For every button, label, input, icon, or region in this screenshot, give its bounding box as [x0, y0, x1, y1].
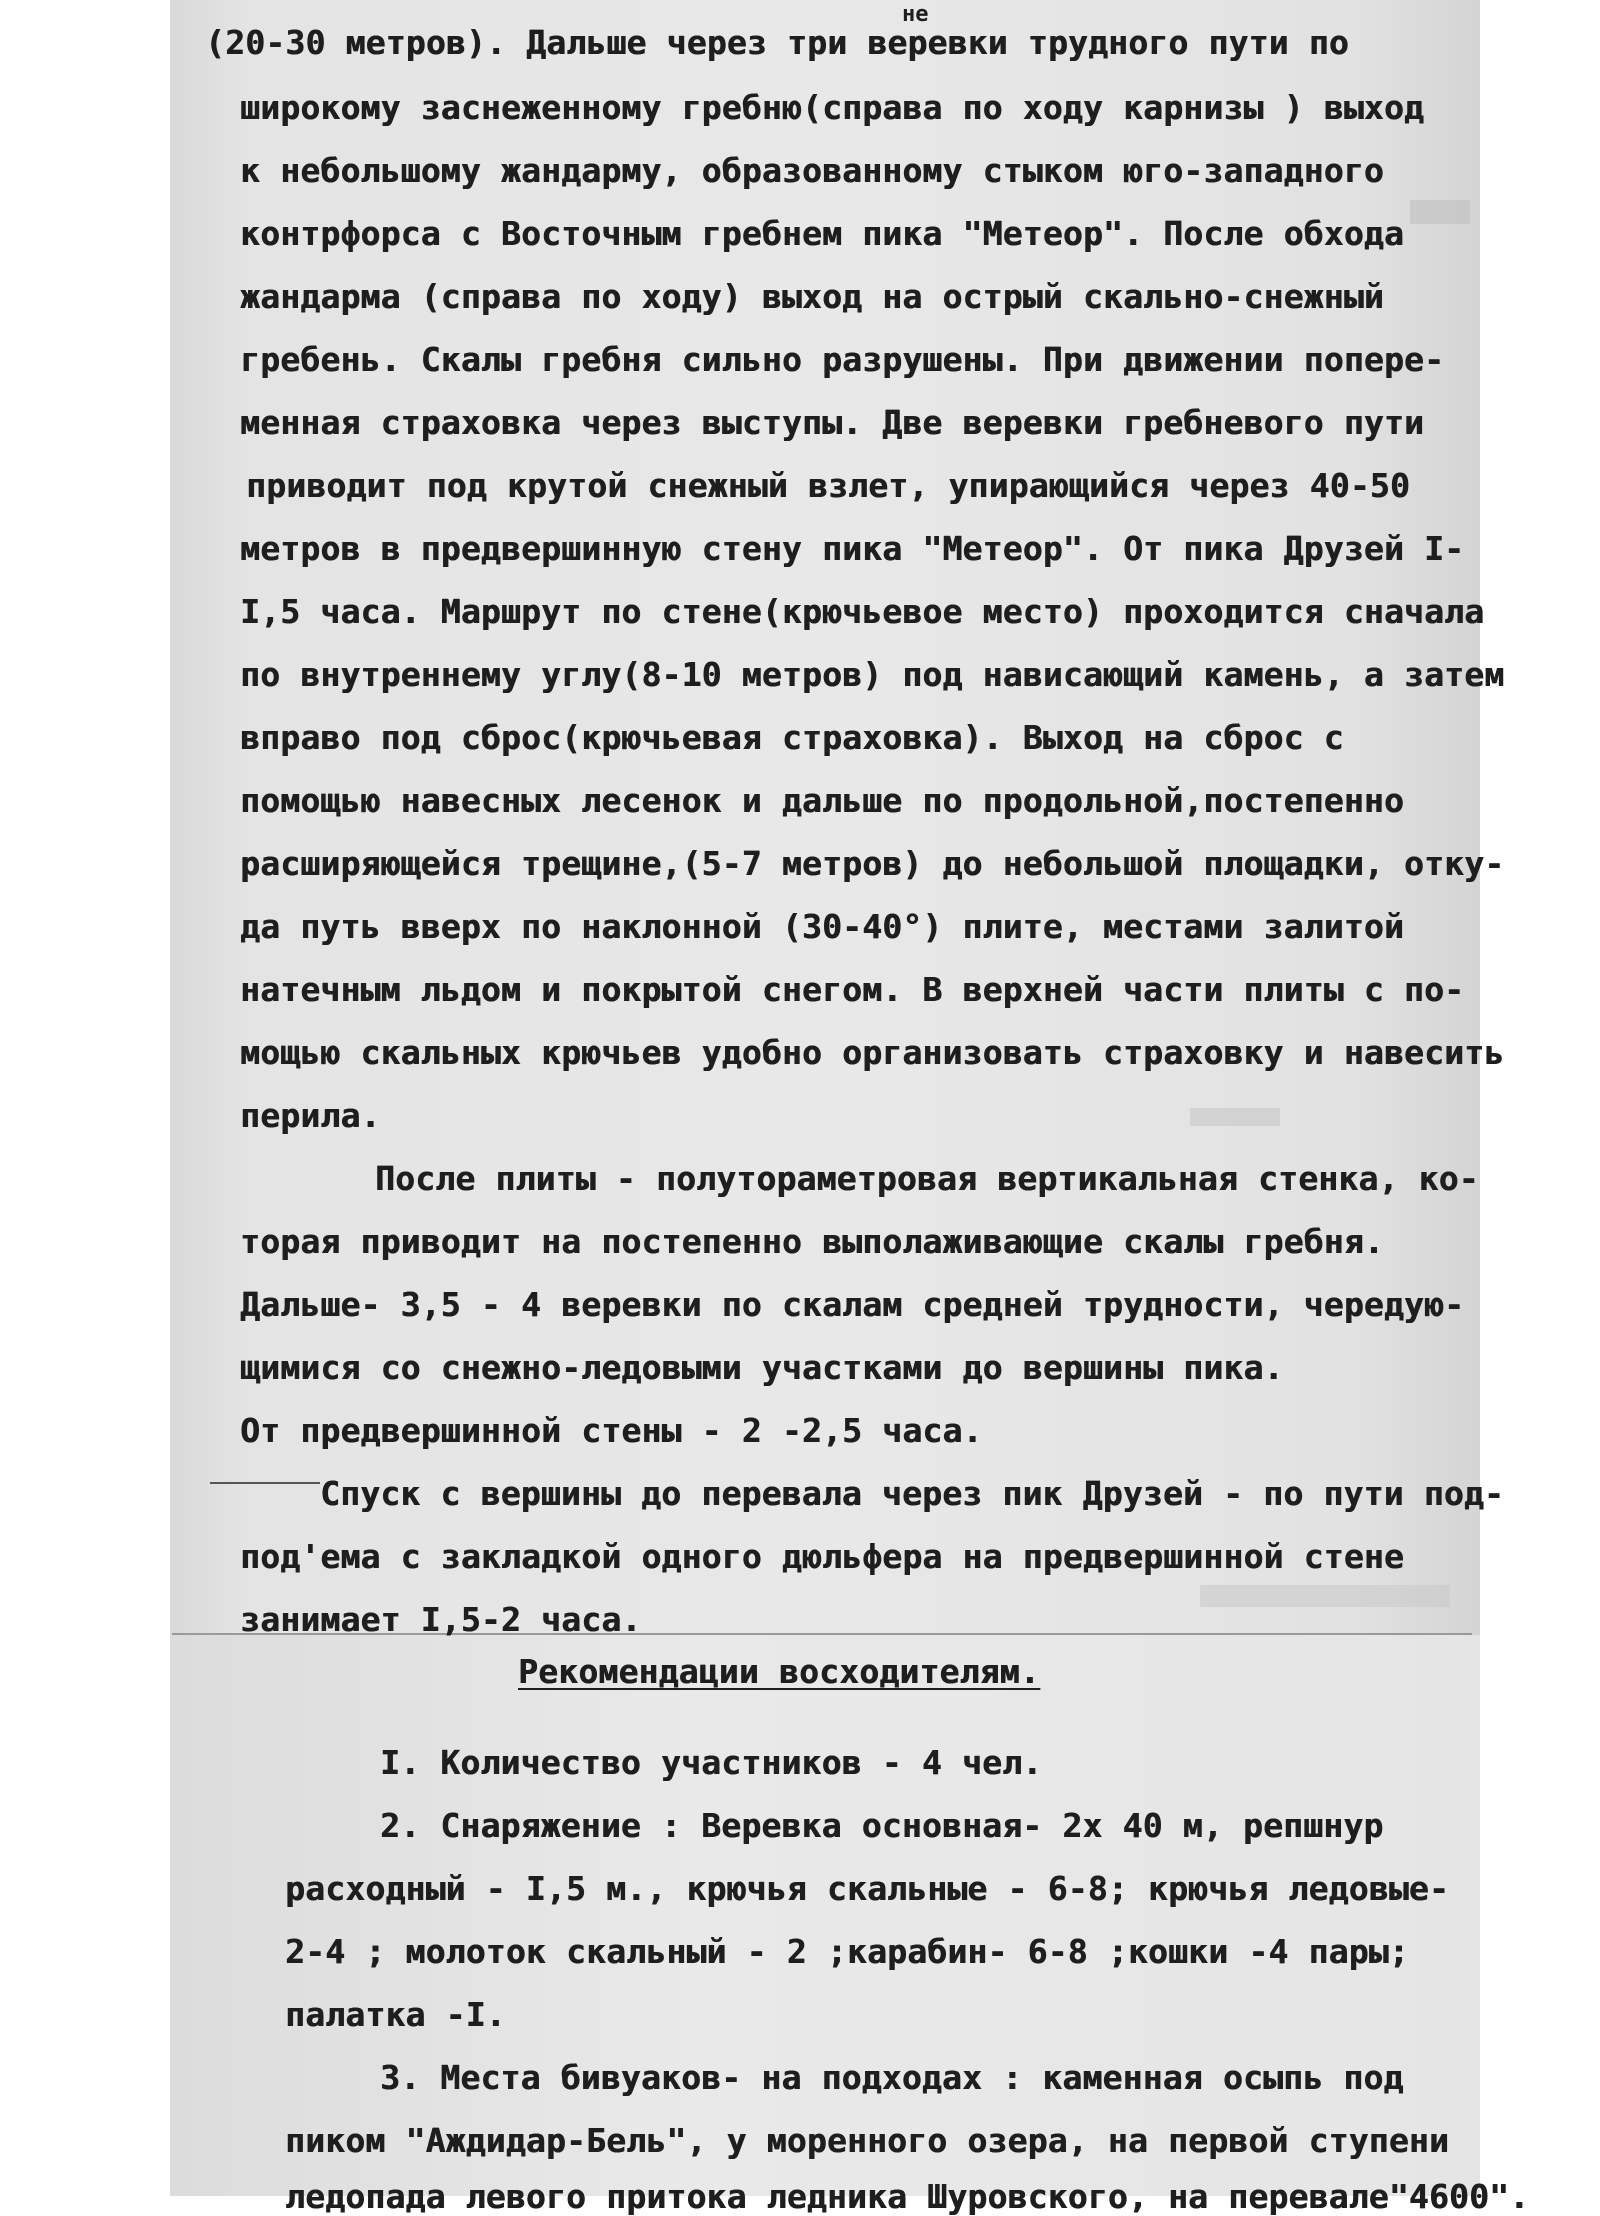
text-line: I,5 часа. Маршрут по стене(крючьевое место) проходится сначала — [240, 592, 1485, 631]
text-line: расширяющейся трещине,(5-7 метров) до небольшой площадки, отку- — [240, 844, 1505, 883]
text-line: Спуск с вершины до перевала через пик Друзей - по пути под- — [320, 1474, 1504, 1513]
text-line: торая приводит на постепенно выполаживающие скалы гребня. — [240, 1222, 1384, 1261]
recommendation-line: расходный - I,5 м., крючья скальные - 6-8; крючья ледовые- — [285, 1869, 1449, 1908]
bleed-through-mark — [1200, 1585, 1450, 1607]
text-line: по внутреннему углу(8-10 метров) под нависающий камень, а затем — [240, 655, 1505, 694]
text-line: щимися со снежно-ледовыми участками до вершины пика. — [240, 1348, 1284, 1387]
section-heading: Рекомендации восходителям. — [518, 1652, 1040, 1691]
text-line: метров в предвершинную стену пика "Метеор". От пика Друзей I- — [240, 529, 1465, 568]
bleed-through-mark — [1410, 200, 1470, 224]
text-line: мощью скальных крючьев удобно организовать страховку и навесить — [240, 1033, 1505, 1072]
text-line: После плиты - полутораметровая вертикальная стенка, ко- — [375, 1159, 1479, 1198]
recommendation-line: 2-4 ; молоток скальный - 2 ;карабин- 6-8 ;кошки -4 пары; — [285, 1932, 1409, 1971]
text-line: менная страховка через выступы. Две веревки гребневого пути — [240, 403, 1424, 442]
page-margin-left — [0, 0, 170, 2196]
text-line: широкому заснеженному гребню(справа по ходу карнизы ) выход — [240, 88, 1424, 127]
text-line: помощью навесных лесенок и дальше по продольной,постепенно — [240, 781, 1404, 820]
page-margin-right — [1480, 0, 1600, 2196]
text-line: (20-30 метров). Дальше через три веревки трудного пути по — [205, 23, 1349, 62]
text-line: занимает I,5-2 часа. — [240, 1600, 642, 1639]
text-line: гребень. Скалы гребня сильно разрушены. При движении попере- — [240, 340, 1445, 379]
recommendation-line: пиком "Аждидар-Бель", у моренного озера, на первой ступени — [285, 2121, 1449, 2160]
recommendation-line: 2. Снаряжение : Веревка основная- 2х 40 м, репшнур — [380, 1806, 1384, 1845]
bleed-through-mark — [1190, 1108, 1280, 1126]
text-line: к небольшому жандарму, образованному стыком юго-западного — [240, 151, 1384, 190]
handwritten-insert-note: не — [902, 2, 929, 27]
recommendation-line: палатка -I. — [285, 1995, 506, 2034]
text-line: жандарма (справа по ходу) выход на острый скально-снежный — [240, 277, 1384, 316]
text-line: под'ема с закладкой одного дюльфера на предвершинной стене — [240, 1537, 1404, 1576]
recommendation-line: 3. Места бивуаков- на подходах : каменная осыпь под — [380, 2058, 1404, 2097]
text-line: перила. — [240, 1096, 381, 1135]
text-line: контрфорса с Восточным гребнем пика "Метеор". После обхода — [240, 214, 1404, 253]
text-line: вправо под сброс(крючьевая страховка). Выход на сброс с — [240, 718, 1344, 757]
paper-sheet-lower — [170, 1635, 1480, 2196]
text-line: приводит под крутой снежный взлет, упирающийся через 40-50 — [246, 466, 1410, 505]
recommendation-line: I. Количество участников - 4 чел. — [380, 1743, 1043, 1782]
text-line: натечным льдом и покрытой снегом. В верхней части плиты с по- — [240, 970, 1465, 1009]
recommendation-line: ледопада левого притока ледника Шуровского, на перевале"4600". — [285, 2177, 1530, 2216]
text-line: От предвершинной стены - 2 -2,5 часа. — [240, 1411, 983, 1450]
text-line: Дальше- 3,5 - 4 веревки по скалам средней трудности, чередую- — [240, 1285, 1465, 1324]
text-line: да путь вверх по наклонной (30-40°) плите, местами залитой — [240, 907, 1404, 946]
hand-drawn-rule — [210, 1482, 320, 1484]
